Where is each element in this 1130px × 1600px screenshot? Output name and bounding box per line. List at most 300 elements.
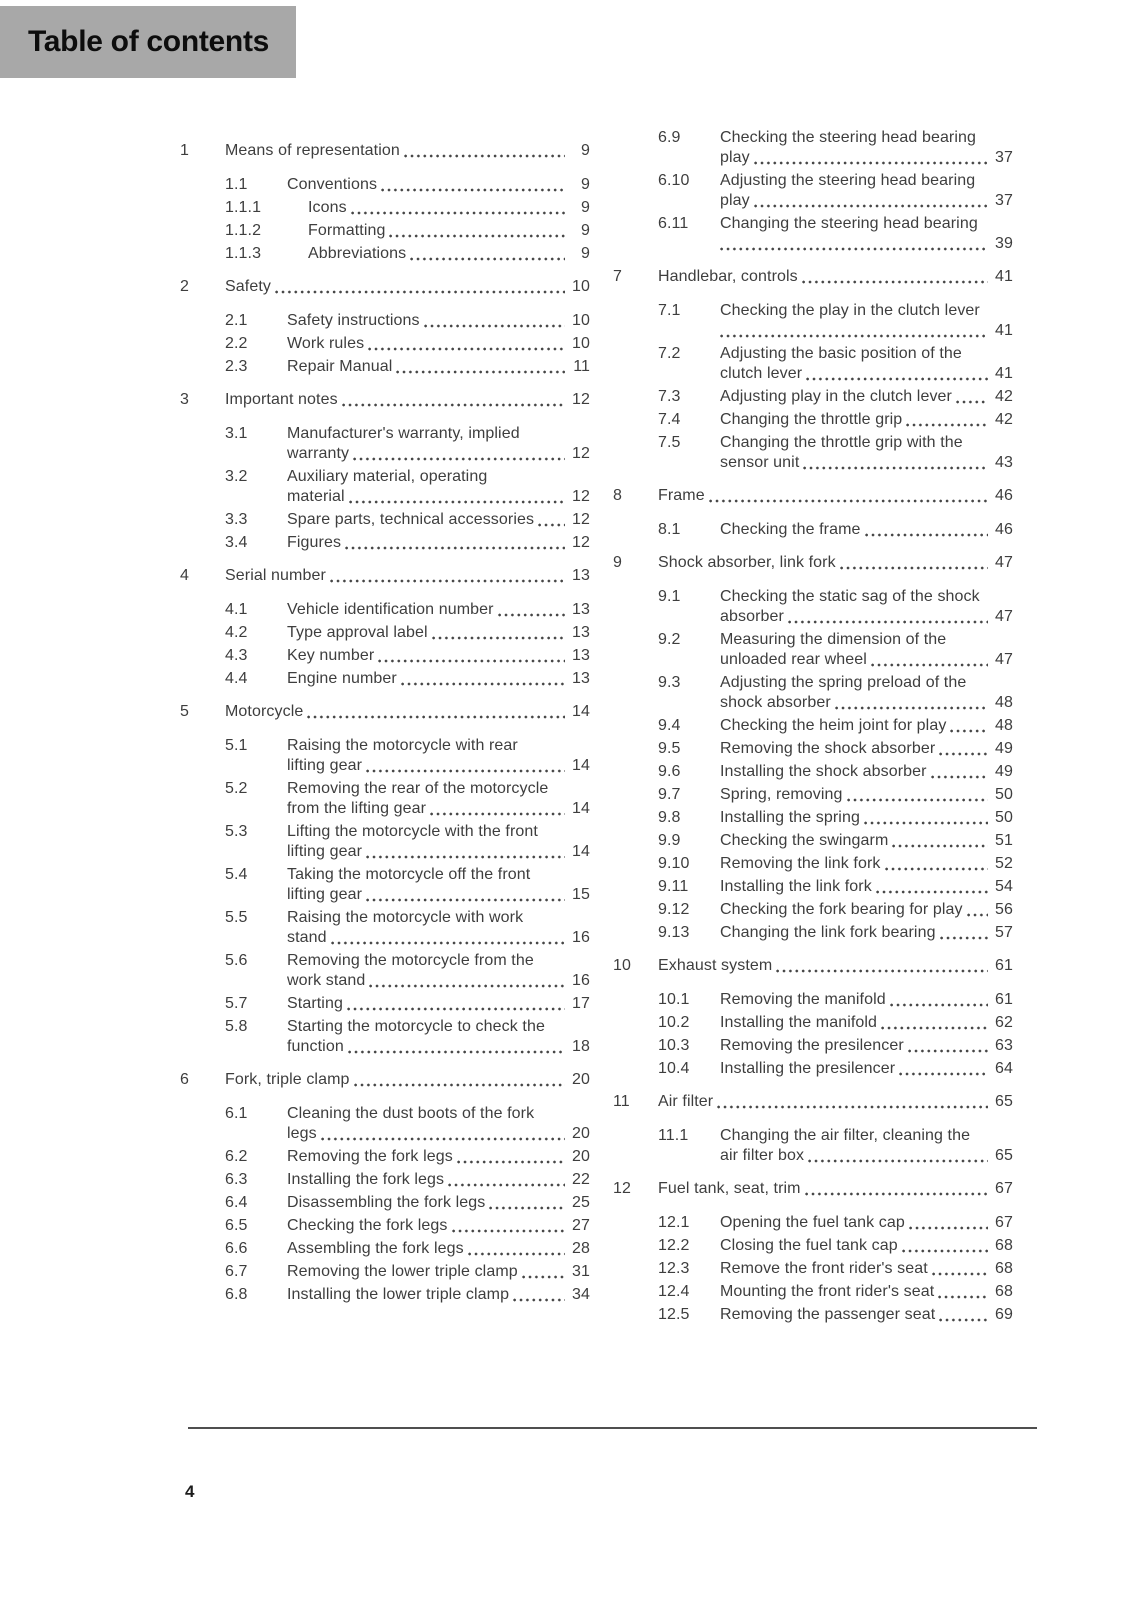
entry-title xyxy=(720,128,1013,168)
entry-number: 4.2 xyxy=(225,624,248,641)
dot-leader xyxy=(366,855,565,859)
entry-title-line: Installing the presilencer xyxy=(720,1060,896,1077)
entry-title-line: Serial number xyxy=(225,567,326,584)
entry-number: 6.9 xyxy=(658,129,681,146)
entry-page-number: 20 xyxy=(572,1071,590,1088)
entry-page-number: 31 xyxy=(572,1263,590,1280)
dot-leader xyxy=(881,1026,988,1030)
entry-number: 2.2 xyxy=(225,335,248,352)
entry-page-number: 48 xyxy=(995,694,1013,711)
entry-title xyxy=(287,311,590,331)
dot-leader xyxy=(345,546,565,550)
entry-number: 1 xyxy=(180,142,189,159)
toc-entry xyxy=(180,865,590,905)
entry-title-line: Checking the frame xyxy=(720,521,861,538)
toc-entry xyxy=(180,311,590,331)
entry-page-number: 14 xyxy=(572,800,590,817)
entry-page-number: 27 xyxy=(572,1217,590,1234)
entry-page-number: 14 xyxy=(572,757,590,774)
entry-number: 9.3 xyxy=(658,674,681,691)
toc-entry xyxy=(180,390,590,410)
entry-number: 9.6 xyxy=(658,763,681,780)
toc-entry xyxy=(613,171,1013,211)
entry-number: 9.8 xyxy=(658,809,681,826)
entry-page-number: 22 xyxy=(572,1171,590,1188)
entry-number: 2.1 xyxy=(225,312,248,329)
entry-page-number: 9 xyxy=(581,199,590,216)
dot-leader xyxy=(709,499,988,503)
entry-title xyxy=(287,623,590,643)
entry-number: 9.10 xyxy=(658,855,690,872)
entry-title xyxy=(720,1059,1013,1079)
entry-page-number: 41 xyxy=(995,365,1013,382)
entry-title xyxy=(720,854,1013,874)
entry-number: 9.4 xyxy=(658,717,681,734)
entry-title xyxy=(720,1305,1013,1325)
toc-entry xyxy=(180,1285,590,1305)
entry-number: 9.1 xyxy=(658,588,681,605)
entry-page-number: 20 xyxy=(572,1148,590,1165)
entry-title xyxy=(225,277,590,297)
entry-title-line: Motorcycle xyxy=(225,703,304,720)
entry-title-line: Starting the motorcycle to check the xyxy=(287,1018,545,1035)
entry-title xyxy=(287,865,590,905)
entry-title-line: warranty xyxy=(287,445,350,462)
toc-entry xyxy=(180,221,590,241)
toc-entry xyxy=(613,433,1013,473)
entry-title-line: Safety instructions xyxy=(287,312,420,329)
toc-entry xyxy=(180,1017,590,1057)
entry-page-number: 42 xyxy=(995,388,1013,405)
entry-number: 6.2 xyxy=(225,1148,248,1165)
toc-entry xyxy=(180,669,590,689)
entry-title-line: Auxiliary material, operating xyxy=(287,468,488,485)
entry-title xyxy=(287,1170,590,1190)
entry-page-number: 43 xyxy=(995,454,1013,471)
toc-entry xyxy=(180,646,590,666)
entry-title xyxy=(308,244,590,264)
toc-entry xyxy=(613,785,1013,805)
entry-page-number: 15 xyxy=(572,886,590,903)
entry-page-number: 9 xyxy=(581,222,590,239)
entry-title xyxy=(287,1216,590,1236)
entry-number: 6.11 xyxy=(658,215,689,232)
entry-page-number: 18 xyxy=(572,1038,590,1055)
toc-entry xyxy=(613,486,1013,506)
entry-page-number: 20 xyxy=(572,1125,590,1142)
toc-entry xyxy=(180,951,590,991)
entry-title xyxy=(720,387,1013,407)
entry-title-line: Key number xyxy=(287,647,375,664)
dot-leader xyxy=(432,636,565,640)
entry-title-line: Adjusting the steering head bearing xyxy=(720,172,976,189)
entry-number: 4.1 xyxy=(225,601,248,618)
toc-entry xyxy=(613,1036,1013,1056)
entry-number: 5 xyxy=(180,703,189,720)
entry-title-line: Shock absorber, link fork xyxy=(658,554,836,571)
entry-title-line: Installing the link fork xyxy=(720,878,872,895)
entry-title xyxy=(658,553,1013,573)
entry-title xyxy=(658,1179,1013,1199)
entry-title-line: Opening the fuel tank cap xyxy=(720,1214,905,1231)
dot-leader xyxy=(939,1318,988,1322)
entry-title-line: Closing the fuel tank cap xyxy=(720,1237,898,1254)
entry-number: 4.4 xyxy=(225,670,248,687)
toc-entry xyxy=(613,1305,1013,1325)
toc-entry xyxy=(613,1013,1013,1033)
dot-leader xyxy=(950,729,988,733)
entry-title-line: Removing the fork legs xyxy=(287,1148,453,1165)
entry-title-line: Mounting the front rider's seat xyxy=(720,1283,935,1300)
entry-number: 5.8 xyxy=(225,1018,248,1035)
dot-leader xyxy=(522,1275,565,1279)
entry-number: 6.3 xyxy=(225,1171,248,1188)
dot-leader xyxy=(468,1252,565,1256)
entry-number: 11.1 xyxy=(658,1127,689,1144)
entry-title-line: Installing the fork legs xyxy=(287,1171,445,1188)
entry-page-number: 37 xyxy=(995,192,1013,209)
dot-leader xyxy=(342,403,565,407)
entry-title-line: clutch lever xyxy=(720,365,803,382)
dot-leader xyxy=(448,1183,565,1187)
entry-title xyxy=(225,566,590,586)
entry-title-line: Lifting the motorcycle with the front xyxy=(287,823,538,840)
entry-title-line: lifting gear xyxy=(287,757,363,774)
dot-leader xyxy=(776,969,988,973)
entry-title-line: stand xyxy=(287,929,327,946)
entry-title-line: work stand xyxy=(287,972,366,989)
dot-leader xyxy=(906,423,988,427)
entry-page-number: 69 xyxy=(995,1306,1013,1323)
dot-leader xyxy=(369,984,565,988)
entry-title xyxy=(720,877,1013,897)
entry-page-number: 65 xyxy=(995,1147,1013,1164)
entry-title xyxy=(287,424,590,464)
dot-leader xyxy=(389,234,565,238)
dot-leader xyxy=(366,898,565,902)
dot-leader xyxy=(885,867,989,871)
entry-page-number: 46 xyxy=(995,487,1013,504)
entry-title-line: air filter box xyxy=(720,1147,805,1164)
entry-title xyxy=(720,1236,1013,1256)
entry-title-line: Changing the steering head bearing xyxy=(720,215,978,232)
entry-title xyxy=(720,1213,1013,1233)
entry-number: 9.5 xyxy=(658,740,681,757)
entry-number: 1.1 xyxy=(225,176,248,193)
dot-leader xyxy=(865,533,988,537)
toc-entry xyxy=(180,424,590,464)
entry-page-number: 48 xyxy=(995,717,1013,734)
entry-page-number: 10 xyxy=(572,312,590,329)
toc-entry xyxy=(613,410,1013,430)
entry-title-line: Installing the shock absorber xyxy=(720,763,927,780)
entry-page-number: 25 xyxy=(572,1194,590,1211)
entry-title xyxy=(658,486,1013,506)
entry-page-number: 12 xyxy=(572,511,590,528)
entry-number: 7.1 xyxy=(658,302,681,319)
entry-title-line: Removing the lower triple clamp xyxy=(287,1263,518,1280)
toc-entry xyxy=(613,344,1013,384)
dot-leader xyxy=(939,752,988,756)
dot-leader xyxy=(890,1003,988,1007)
dot-leader xyxy=(401,682,565,686)
entry-page-number: 41 xyxy=(995,268,1013,285)
entry-page-number: 47 xyxy=(995,651,1013,668)
toc-entry xyxy=(613,1213,1013,1233)
entry-page-number: 41 xyxy=(995,322,1013,339)
entry-page-number: 46 xyxy=(995,521,1013,538)
entry-title-line: lifting gear xyxy=(287,886,363,903)
toc-column-left xyxy=(180,128,590,1328)
entry-title xyxy=(287,1262,590,1282)
entry-number: 5.6 xyxy=(225,952,248,969)
entry-title-line: from the lifting gear xyxy=(287,800,427,817)
entry-title-line: Adjusting the basic position of the xyxy=(720,345,962,362)
entry-number: 3.4 xyxy=(225,534,248,551)
toc-entry xyxy=(180,467,590,507)
entry-number: 5.3 xyxy=(225,823,248,840)
entry-page-number: 13 xyxy=(572,601,590,618)
entry-title-line: Cleaning the dust boots of the fork xyxy=(287,1105,535,1122)
entry-page-number: 14 xyxy=(572,703,590,720)
entry-title-line: unloaded rear wheel xyxy=(720,651,867,668)
dot-leader xyxy=(353,457,565,461)
entry-title xyxy=(720,301,1013,341)
entry-title-line: Checking the static sag of the shock xyxy=(720,588,980,605)
entry-title xyxy=(720,630,1013,670)
entry-number: 12.5 xyxy=(658,1306,690,1323)
entry-page-number: 50 xyxy=(995,786,1013,803)
entry-title-line: Changing the air filter, cleaning the xyxy=(720,1127,971,1144)
entry-title xyxy=(720,433,1013,473)
toc-entry xyxy=(613,808,1013,828)
toc-entry xyxy=(613,831,1013,851)
entry-title-line: Spring, removing xyxy=(720,786,843,803)
entry-title-line: Abbreviations xyxy=(308,245,407,262)
entry-title xyxy=(720,831,1013,851)
dot-leader xyxy=(424,324,565,328)
toc-entry xyxy=(613,301,1013,341)
dot-leader xyxy=(378,659,565,663)
entry-number: 1.1.2 xyxy=(225,222,262,239)
entry-title-line: Installing the lower triple clamp xyxy=(287,1286,510,1303)
entry-page-number: 68 xyxy=(995,1260,1013,1277)
entry-number: 7.2 xyxy=(658,345,681,362)
entry-page-number: 12 xyxy=(572,534,590,551)
entry-page-number: 13 xyxy=(572,567,590,584)
entry-number: 10 xyxy=(613,957,631,974)
entry-title-line: Removing the motorcycle from the xyxy=(287,952,534,969)
entry-number: 9.13 xyxy=(658,924,690,941)
entry-number: 12.2 xyxy=(658,1237,690,1254)
entry-number: 5.2 xyxy=(225,780,248,797)
entry-title-line: Safety xyxy=(225,278,271,295)
entry-title xyxy=(720,785,1013,805)
toc-entry xyxy=(613,990,1013,1010)
entry-title-line: Conventions xyxy=(287,176,378,193)
entry-title-line: Changing the link fork bearing xyxy=(720,924,936,941)
entry-title xyxy=(287,669,590,689)
entry-title-line: Taking the motorcycle off the front xyxy=(287,866,531,883)
entry-page-number: 9 xyxy=(581,245,590,262)
dot-leader xyxy=(381,188,565,192)
entry-number: 2.3 xyxy=(225,358,248,375)
dot-leader xyxy=(788,620,988,624)
toc-entry xyxy=(180,175,590,195)
dot-leader xyxy=(717,1105,988,1109)
entry-page-number: 13 xyxy=(572,624,590,641)
entry-title xyxy=(287,1193,590,1213)
toc-entry xyxy=(613,1059,1013,1079)
entry-page-number: 11 xyxy=(573,358,590,375)
toc-entry xyxy=(180,533,590,553)
entry-title xyxy=(287,1104,590,1144)
entry-page-number: 57 xyxy=(995,924,1013,941)
entry-title xyxy=(720,1259,1013,1279)
toc-entry xyxy=(613,214,1013,254)
dot-leader xyxy=(908,1049,988,1053)
entry-page-number: 67 xyxy=(995,1214,1013,1231)
toc-entry xyxy=(180,277,590,297)
toc-entry xyxy=(613,1126,1013,1166)
entry-title-line: Checking the heim joint for play xyxy=(720,717,947,734)
dot-leader xyxy=(892,844,988,848)
dot-leader xyxy=(847,798,988,802)
entry-title-line: Engine number xyxy=(287,670,397,687)
toc-entry xyxy=(613,1282,1013,1302)
toc-entry xyxy=(613,128,1013,168)
entry-title xyxy=(287,533,590,553)
dot-leader xyxy=(938,1295,988,1299)
toc-entry xyxy=(613,1179,1013,1199)
entry-number: 3.2 xyxy=(225,468,248,485)
entry-number: 1.1.3 xyxy=(225,245,262,262)
entry-number: 9.7 xyxy=(658,786,681,803)
dot-leader xyxy=(351,211,565,215)
entry-number: 10.1 xyxy=(658,991,690,1008)
entry-page-number: 28 xyxy=(572,1240,590,1257)
entry-title xyxy=(308,221,590,241)
toc-column-right xyxy=(613,128,1013,1328)
dot-leader xyxy=(538,523,565,527)
entry-page-number: 42 xyxy=(995,411,1013,428)
entry-title xyxy=(658,267,1013,287)
entry-title xyxy=(287,994,590,1014)
entry-title-line: lifting gear xyxy=(287,843,363,860)
dot-leader xyxy=(275,290,565,294)
dot-leader xyxy=(803,466,988,470)
entry-page-number: 12 xyxy=(572,445,590,462)
toc-entry xyxy=(180,1104,590,1144)
dot-leader xyxy=(498,613,565,617)
toc-entry xyxy=(613,387,1013,407)
entry-number: 9.12 xyxy=(658,901,690,918)
entry-number: 1.1.1 xyxy=(225,199,262,216)
entry-title xyxy=(287,951,590,991)
dot-leader xyxy=(802,280,988,284)
entry-number: 5.5 xyxy=(225,909,248,926)
dot-leader xyxy=(931,775,988,779)
entry-title-line: Removing the presilencer xyxy=(720,1037,904,1054)
entry-number: 10.4 xyxy=(658,1060,690,1077)
entry-page-number: 68 xyxy=(995,1283,1013,1300)
entry-title xyxy=(720,900,1013,920)
toc-entry xyxy=(180,1239,590,1259)
entry-title-line: Checking the fork legs xyxy=(287,1217,448,1234)
entry-number: 7.4 xyxy=(658,411,681,428)
dot-leader xyxy=(909,1226,988,1230)
entry-page-number: 54 xyxy=(995,878,1013,895)
dot-leader xyxy=(347,1007,565,1011)
entry-title-line: Disassembling the fork legs xyxy=(287,1194,486,1211)
dot-leader xyxy=(452,1229,565,1233)
entry-title xyxy=(287,357,590,377)
dot-leader xyxy=(864,821,988,825)
dot-leader xyxy=(956,400,988,404)
entry-page-number: 39 xyxy=(995,235,1013,252)
entry-title-line: Removing the link fork xyxy=(720,855,881,872)
dot-leader xyxy=(940,936,988,940)
toc-entry xyxy=(613,762,1013,782)
entry-page-number: 52 xyxy=(995,855,1013,872)
entry-title xyxy=(720,1036,1013,1056)
dot-leader xyxy=(902,1249,988,1253)
entry-title-line: Removing the passenger seat xyxy=(720,1306,936,1323)
entry-page-number: 64 xyxy=(995,1060,1013,1077)
entry-page-number: 47 xyxy=(995,608,1013,625)
entry-number: 6.10 xyxy=(658,172,690,189)
toc-entry xyxy=(180,600,590,620)
entry-title-line: Installing the spring xyxy=(720,809,860,826)
entry-title xyxy=(287,1239,590,1259)
entry-title xyxy=(720,808,1013,828)
entry-page-number: 9 xyxy=(581,142,590,159)
entry-title xyxy=(287,908,590,948)
entry-number: 11 xyxy=(613,1093,630,1110)
entry-page-number: 68 xyxy=(995,1237,1013,1254)
toc-entry xyxy=(180,1147,590,1167)
entry-title xyxy=(287,600,590,620)
entry-page-number: 10 xyxy=(572,278,590,295)
entry-page-number: 10 xyxy=(572,335,590,352)
entry-title-line: Measuring the dimension of the xyxy=(720,631,947,648)
entry-title xyxy=(720,1126,1013,1166)
toc-entry xyxy=(180,702,590,722)
entry-title-line: Fuel tank, seat, trim xyxy=(658,1180,801,1197)
entry-number: 6.6 xyxy=(225,1240,248,1257)
entry-title xyxy=(287,334,590,354)
entry-title xyxy=(225,702,590,722)
entry-title-line: Removing the shock absorber xyxy=(720,740,936,757)
entry-title-line: Adjusting the spring preload of the xyxy=(720,674,967,691)
toc-entry xyxy=(180,1193,590,1213)
entry-title xyxy=(287,646,590,666)
entry-title-line: absorber xyxy=(720,608,784,625)
toc-entry xyxy=(180,357,590,377)
entry-title-line: play xyxy=(720,192,750,209)
entry-title xyxy=(225,390,590,410)
dot-leader xyxy=(932,1272,988,1276)
footer-divider xyxy=(188,1427,1037,1429)
entry-title-line: Assembling the fork legs xyxy=(287,1240,464,1257)
entry-title-line: Means of representation xyxy=(225,142,400,159)
entry-page-number: 16 xyxy=(572,972,590,989)
dot-leader xyxy=(835,706,988,710)
entry-page-number: 63 xyxy=(995,1037,1013,1054)
toc-entry xyxy=(180,244,590,264)
entry-title-line: play xyxy=(720,149,750,166)
entry-page-number: 12 xyxy=(572,488,590,505)
